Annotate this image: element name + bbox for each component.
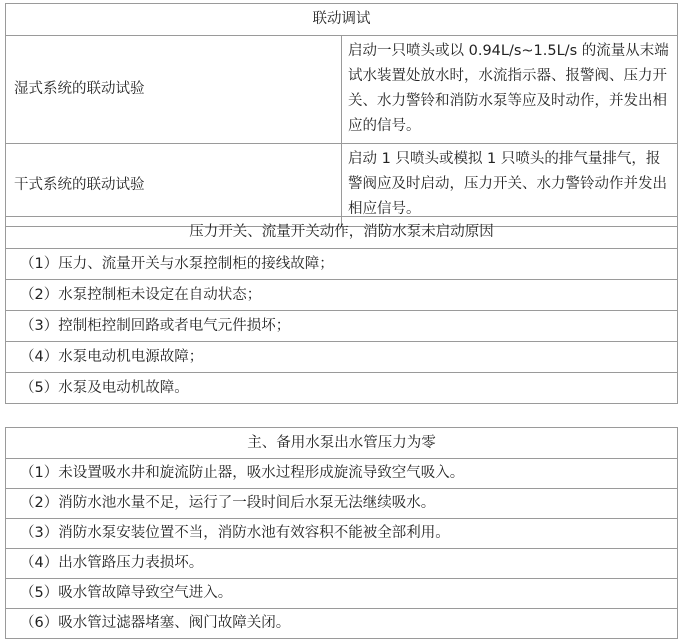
- list-item: [6, 459, 678, 489]
- row-description: 启动 1 只喷头或模拟 1 只喷头的排气量排气，报警阀应及时启动，压力开关、水力警铃动作并发出相应信号。: [342, 144, 678, 227]
- list-item-text: （3）消防水泵安装位置不当，消防水池有效容积不能被全部利用。: [6, 519, 678, 549]
- zero-outlet-pressure-causes-table: [5, 427, 678, 639]
- list-item: [6, 579, 678, 609]
- list-item-text: （1）未设置吸水井和旋流防止器，吸水过程形成旋流导致空气吸入。: [6, 459, 678, 489]
- list-item: [6, 549, 678, 579]
- list-item-text: （4）出水管路压力表损坏。: [6, 549, 678, 579]
- list-item: [6, 280, 678, 311]
- table-row: [6, 36, 678, 144]
- list-item: [6, 609, 678, 639]
- table-title: 主、备用水泵出水管压力为零: [6, 428, 678, 459]
- list-item-text: （6）吸水管过滤器堵塞、阀门故障关闭。: [6, 609, 678, 639]
- linkage-debug-table: [5, 3, 678, 227]
- list-item-text: （1）压力、流量开关与水泵控制柜的接线故障；: [6, 249, 678, 280]
- row-label: 干式系统的联动试验: [6, 144, 342, 227]
- list-item: [6, 249, 678, 280]
- list-item-text: （4）水泵电动机电源故障；: [6, 342, 678, 373]
- list-item: [6, 342, 678, 373]
- list-item: [6, 311, 678, 342]
- pump-not-started-causes-table: [5, 216, 678, 404]
- table-title: 压力开关、流量开关动作，消防水泵未启动原因: [6, 217, 678, 249]
- list-item-text: （5）水泵及电动机故障。: [6, 373, 678, 404]
- table-title: 联动调试: [6, 4, 678, 36]
- list-item-text: （2）水泵控制柜未设定在自动状态；: [6, 280, 678, 311]
- list-item-text: （2）消防水池水量不足，运行了一段时间后水泵无法继续吸水。: [6, 489, 678, 519]
- list-item-text: （5）吸水管故障导致空气进入。: [6, 579, 678, 609]
- list-item: [6, 519, 678, 549]
- list-item: [6, 489, 678, 519]
- list-item: [6, 373, 678, 404]
- table-row: [6, 144, 678, 227]
- row-description: 启动一只喷头或以 0.94L/s~1.5L/s 的流量从末端试水装置处放水时，水流指示器、报警阀、压力开关、水力警铃和消防水泵等应及时动作，并发出相应的信号。: [342, 36, 678, 144]
- list-item-text: （3）控制柜控制回路或者电气元件损坏；: [6, 311, 678, 342]
- row-label: 湿式系统的联动试验: [6, 36, 342, 144]
